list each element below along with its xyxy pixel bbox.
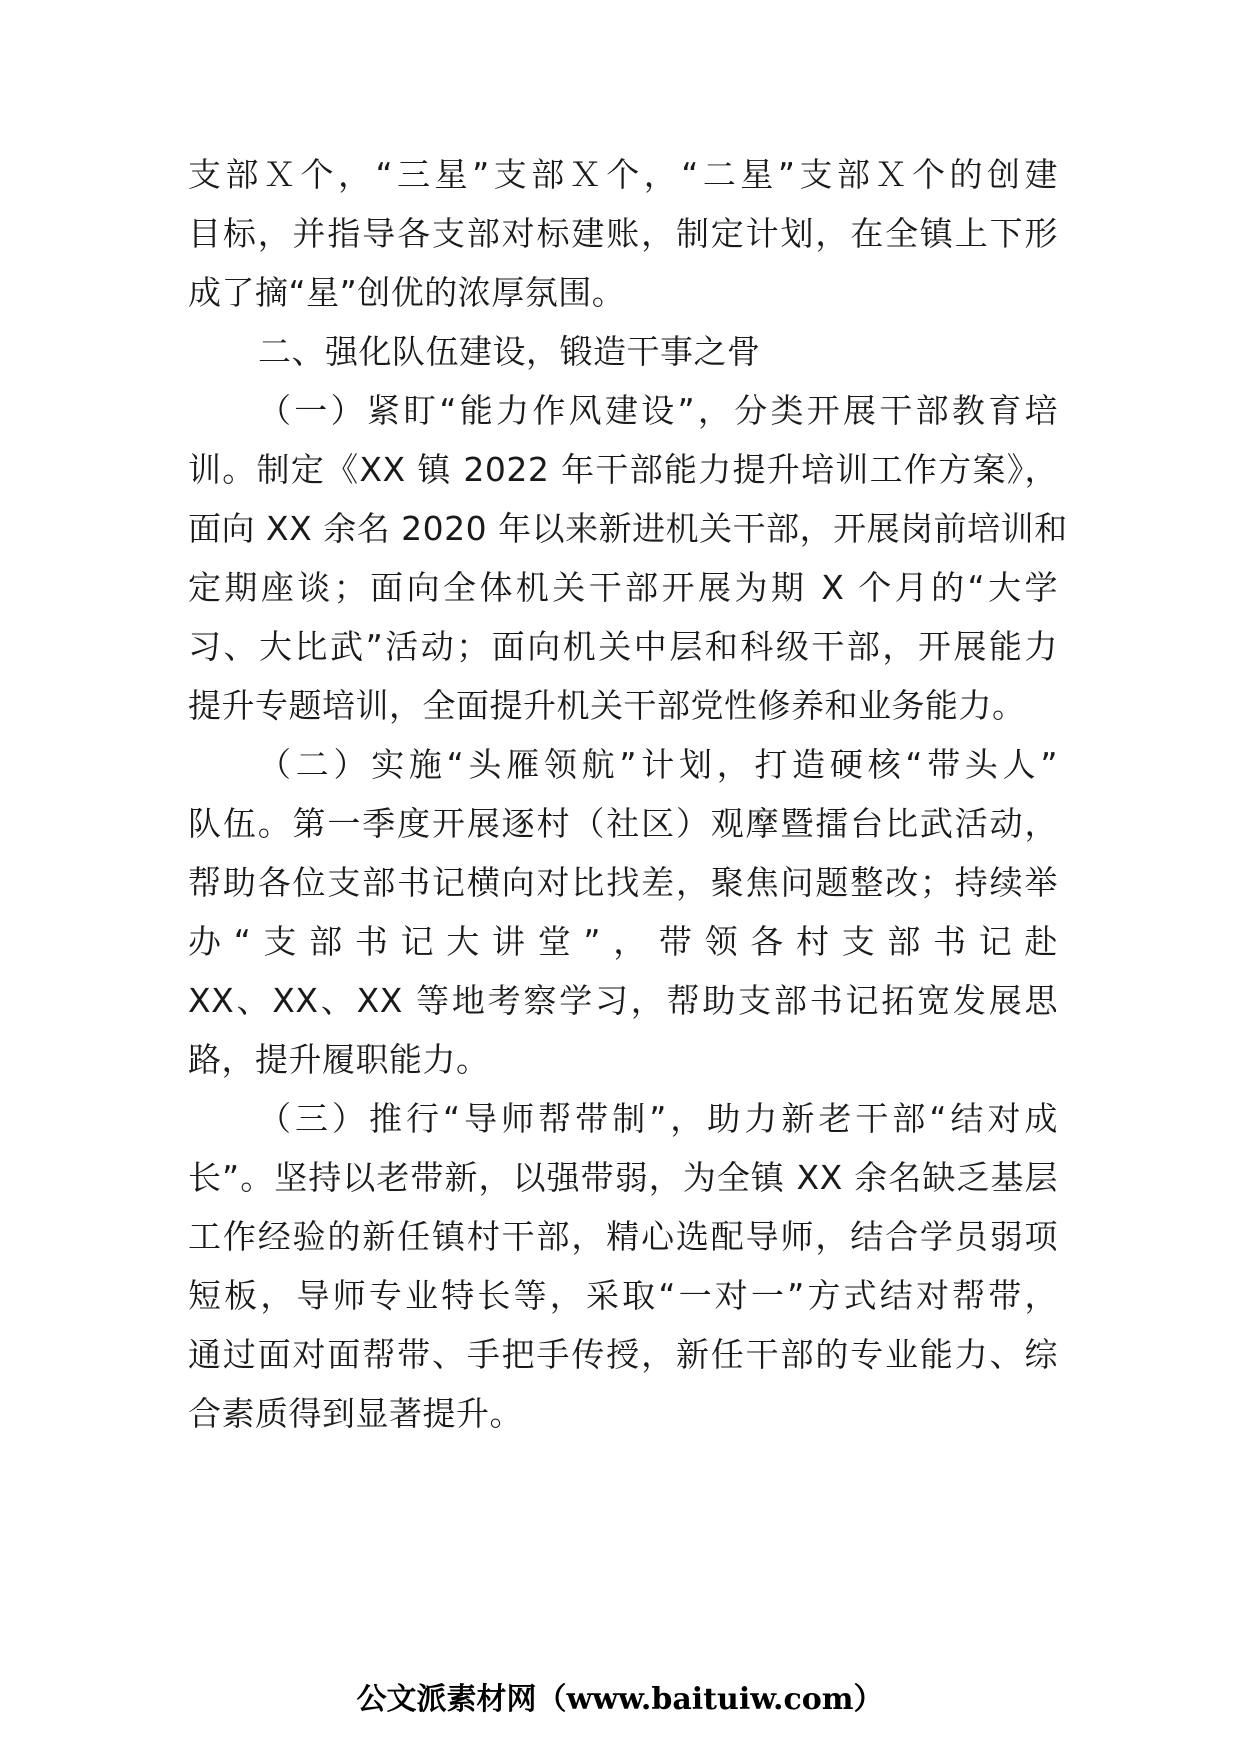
subsection-heading-line: （二）实施“头雁领航”计划，打造硬核“带头人” — [258, 745, 1058, 784]
body-text-line: 成了摘“星”创优的浓厚氛围。 — [188, 273, 626, 312]
body-text-line: 习、大比武”活动；面向机关中层和科级干部，开展能力 — [188, 627, 1058, 666]
body-text-line: 办“支部书记大讲堂”，带领各村支部书记赴 — [188, 922, 1058, 961]
body-text-line: 支部Ｘ个，“三星”支部Ｘ个，“二星”支部Ｘ个的创建 — [188, 155, 1058, 194]
body-text-line: 定期座谈；面向全体机关干部开展为期 X 个月的“大学 — [188, 568, 1058, 607]
footer-watermark: 公文派素材网（www.baituiw.com） — [356, 1682, 884, 1717]
body-text-line: 通过面对面帮带、手把手传授，新任干部的专业能力、综 — [188, 1335, 1058, 1374]
body-text-line: 训。制定《XX 镇 2022 年干部能力提升培训工作方案》， — [188, 450, 1058, 489]
body-text-line: 队伍。第一季度开展逐村（社区）观摩暨擂台比武活动， — [188, 804, 1058, 843]
body-text-line: 提升专题培训，全面提升机关干部党性修养和业务能力。 — [188, 686, 1026, 725]
subsection-heading-line: （三）推行“导师帮带制”，助力新老干部“结对成 — [258, 1099, 1058, 1138]
body-text-line: 合素质得到显著提升。 — [188, 1394, 523, 1433]
body-text-line: 长”。坚持以老带新，以强带弱，为全镇 XX 余名缺乏基层 — [188, 1158, 1058, 1197]
subsection-heading-line: （一）紧盯“能力作风建设”，分类开展干部教育培 — [258, 391, 1058, 430]
body-text-line: 目标，并指导各支部对标建账，制定计划，在全镇上下形 — [188, 214, 1058, 253]
body-text-line: 短板，导师专业特长等，采取“一对一”方式结对帮带， — [188, 1276, 1058, 1315]
body-text-line: 工作经验的新任镇村干部，精心选配导师，结合学员弱项 — [188, 1217, 1058, 1256]
section-heading: 二、强化队伍建设，锻造干事之骨 — [258, 332, 761, 371]
body-text-line: XX、XX、XX 等地考察学习，帮助支部书记拓宽发展思 — [188, 981, 1058, 1020]
body-text-line: 路，提升履职能力。 — [188, 1040, 490, 1079]
body-text-line: 帮助各位支部书记横向对比找差，聚焦问题整改；持续举 — [188, 863, 1058, 902]
body-text-line: 面向 XX 余名 2020 年以来新进机关干部，开展岗前培训和 — [188, 509, 1068, 548]
